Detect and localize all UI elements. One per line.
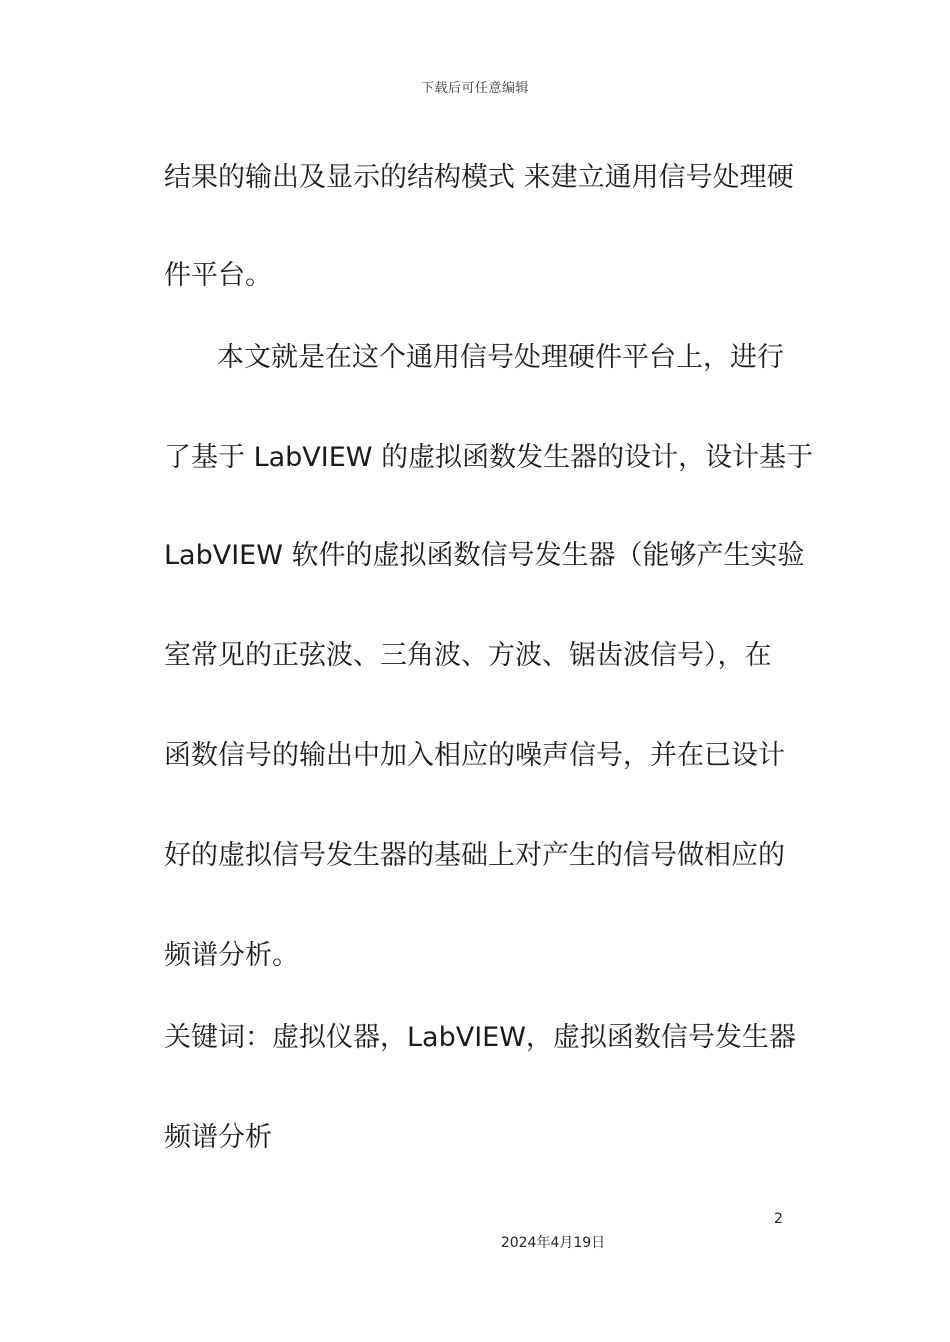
keywords-line: 关键词：虚拟仪器，LabVIEW，虚拟函数信号发生器	[164, 1022, 796, 1053]
body-line: 结果的输出及显示的结构模式 来建立通用信号处理硬	[164, 162, 794, 193]
page-number: 2	[774, 1211, 783, 1227]
body-line: 本文就是在这个通用信号处理硬件平台上，进行	[217, 342, 784, 373]
body-line: 了基于 LabVIEW 的虚拟函数发生器的设计，设计基于	[164, 442, 814, 473]
body-line: 函数信号的输出中加入相应的噪声信号，并在已设计	[164, 740, 785, 771]
body-line: 件平台。	[164, 260, 272, 291]
body-line: LabVIEW 软件的虚拟函数信号发生器（能够产生实验	[164, 540, 805, 571]
footer-date: 2024年4月19日	[500, 1235, 606, 1251]
body-line: 频谱分析。	[164, 940, 299, 971]
page-header: 下载后可任意编辑	[420, 81, 529, 96]
body-line: 好的虚拟信号发生器的基础上对产生的信号做相应的	[164, 840, 785, 871]
keywords-line: 频谱分析	[164, 1122, 272, 1153]
body-line: 室常见的正弦波、三角波、方波、锯齿波信号），在	[164, 640, 772, 671]
